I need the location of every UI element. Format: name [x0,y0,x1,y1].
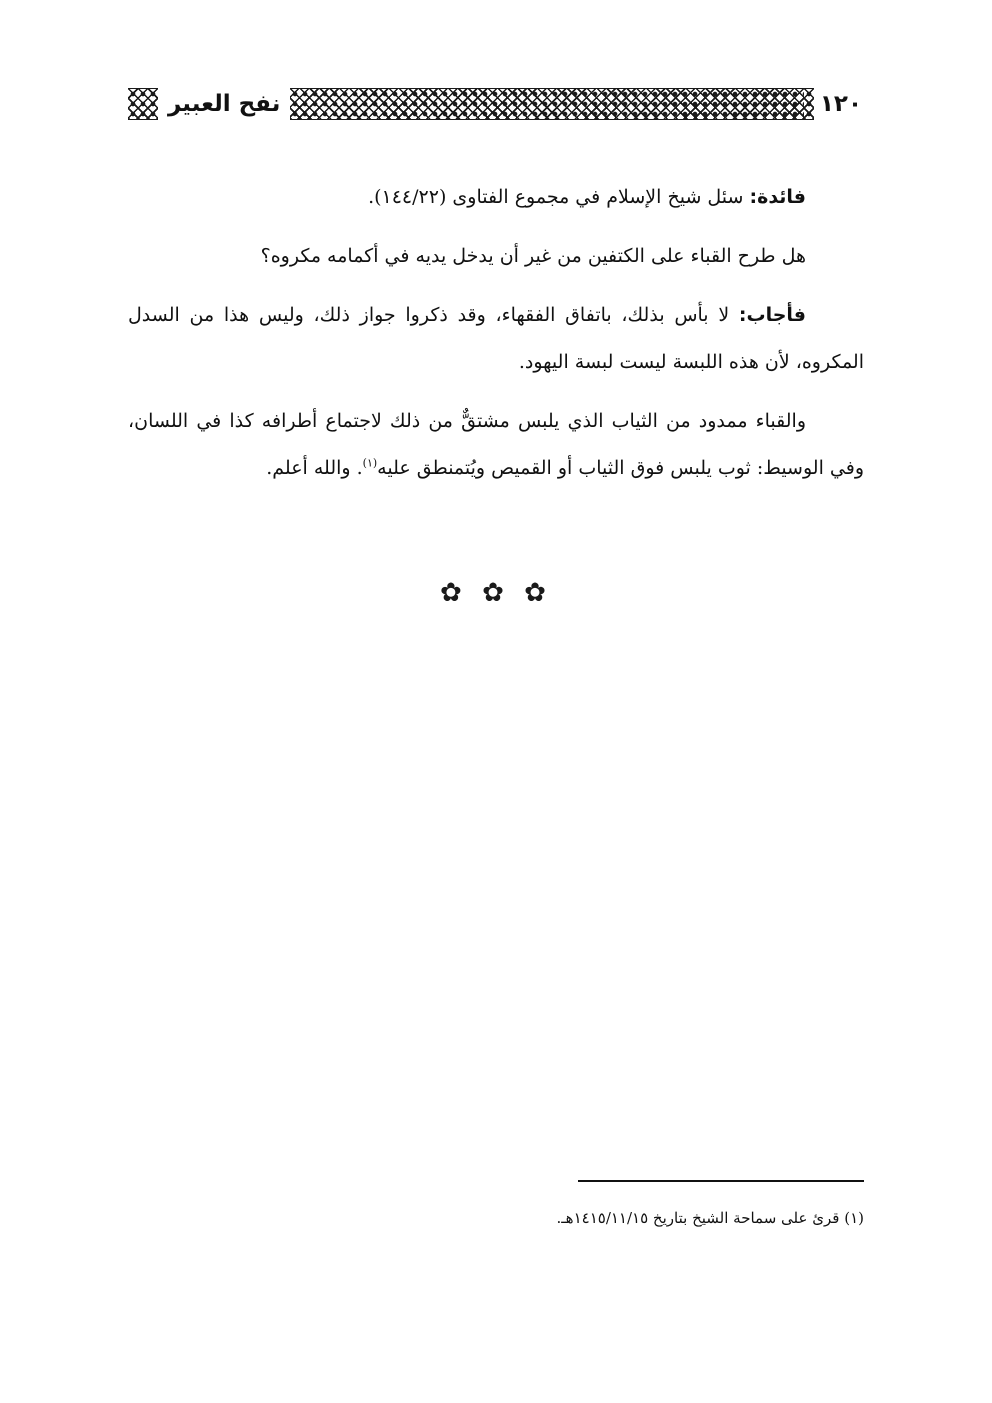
paragraph-answer [128,292,864,386]
definition-closing: . والله أعلم. [266,457,363,479]
page-header [128,86,864,122]
main-text [128,174,864,504]
footnote-text: قرئ على سماحة الشيخ بتاريخ ١٤١٥/١١/١٥هـ. [556,1209,840,1227]
footnote [128,1206,864,1230]
ornament-band-middle [290,88,804,120]
benefit-text: سئل شيخ الإسلام في مجموع الفتاوى (١٤٤/٢٢). [368,186,744,208]
paragraph-definition [128,398,864,492]
book-title: نفح العبير [168,91,281,117]
question-text: هل طرح القباء على الكتفين من غير أن يدخل يديه في أكمامه مكروه؟ [260,245,806,267]
footnote-marker: (١) [844,1209,864,1227]
footnote-divider [578,1180,864,1182]
ornament-band-end [128,88,158,120]
definition-text: والقباء ممدود من الثياب الذي يلبس مشتقٌّ من ذلك لاجتماع أطرافه كذا في اللسان، وفي الوسيط: ثوب يلبس فوق الثياب أو القميص ويُتمنطق عليه [128,410,864,479]
paragraph-question [128,233,864,280]
answer-text: لا بأس بذلك، باتفاق الفقهاء، وقد ذكروا جواز ذلك، وليس هذا من السدل المكروه، لأن هذه اللبسة ليست لبسة اليهود. [128,304,864,373]
benefit-label: فائدة: [749,186,806,208]
footnote-reference[interactable]: (١) [362,456,378,470]
paragraph-benefit [128,174,864,221]
page-number: ١٢٠ [819,91,862,117]
section-separator-flowers: ✿ ✿ ✿ [440,578,552,608]
ornament-band-start [804,88,814,120]
answer-label: فأجاب: [738,304,806,326]
